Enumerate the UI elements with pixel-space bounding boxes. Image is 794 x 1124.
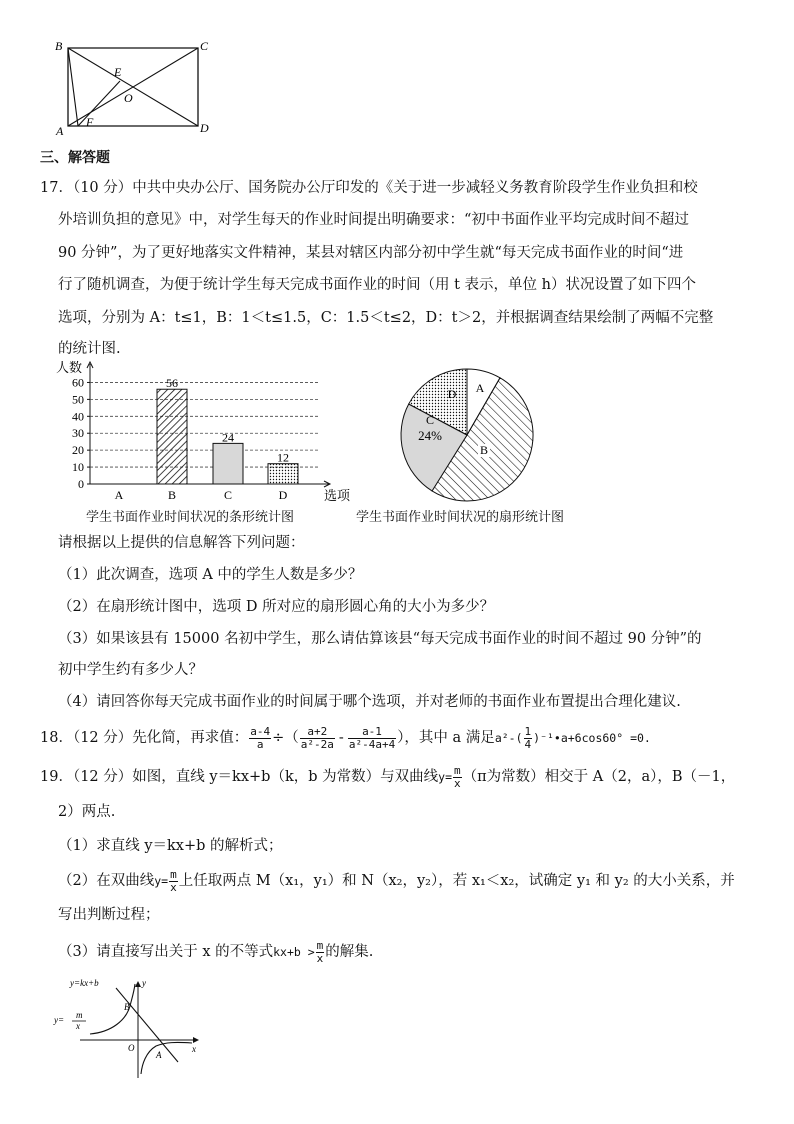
q19-sub2-a: （2）在双曲线 (58, 873, 155, 889)
q19-sub3-line (58, 937, 373, 967)
q19-sub2-b: 上任取两点 M（x₁，y₁）和 N（x₂，y₂），若 x₁＜x₂，试确定 y₁ 和 y₂ 的大小关系，并 (178, 873, 735, 889)
y-tick-label: 30 (72, 426, 84, 441)
frac-num: a-4 (250, 724, 271, 738)
y-tick-label: 40 (72, 409, 84, 424)
graph-point-B: B (124, 1002, 130, 1012)
q17-sub2: （2）在扇形统计图中，选项 D 所对应的扇形圆心角的大小为多少？ (58, 599, 495, 615)
y-tick-label: 0 (78, 477, 84, 491)
graph-hyper-label: y= (54, 1015, 65, 1025)
x-tick-label: C (223, 488, 233, 502)
q18-line (40, 722, 651, 754)
pie-chart-caption: 学生书面作业时间状况的扇形统计图 (356, 510, 565, 525)
frac-den: a²-2a (300, 737, 334, 751)
pie-label-B: B (479, 443, 489, 457)
y-tick-label: 20 (72, 443, 84, 458)
pie-percent-C: 24% (418, 428, 442, 443)
bar-chart-caption: 学生书面作业时间状况的条形统计图 (86, 510, 295, 525)
pie-label-D: D (447, 387, 457, 401)
q19-sub3-b: 的解集. (325, 944, 374, 960)
q19-fraction-m-x (453, 765, 462, 790)
label-F: F (86, 115, 94, 129)
graph-line-label: y=kx+b (70, 978, 99, 988)
q18-fraction-2 (300, 726, 335, 751)
q18-condition-text: ），其中 a 满足 (397, 730, 495, 746)
q18-cond-a: a²-( (494, 731, 523, 745)
q17-line-5: 选项，分别为 A：t≤1，B：1＜t≤1.5，C：1.5＜t≤2，D：t＞2，并根据调查结果绘制了两幅不完整 (58, 310, 714, 326)
label-O: O (124, 91, 133, 105)
q19-sub2c: 写出判断过程； (58, 907, 160, 923)
q19-graph (52, 976, 212, 1081)
section-title: 三、解答题 (40, 150, 110, 166)
graph-origin-label: O (128, 1043, 135, 1053)
q17-line-1: 17．（10 分）中共中央办公厅、国务院办公厅印发的《关于进一步减轻义务教育阶段学生作业负担和校 (40, 180, 698, 196)
graph-hyper-m: m (76, 1010, 83, 1020)
q18-div: ÷（ (272, 730, 299, 746)
label-B: B (55, 39, 63, 53)
frac-den: x (316, 951, 324, 965)
q17-line-6: 的统计图. (58, 341, 121, 357)
label-D: D (200, 121, 209, 135)
graph-hyper-x: x (76, 1021, 80, 1031)
q19-text-b: （π为常数）相交于 A（2，a），B（－1， (462, 769, 736, 785)
bar-value-label: 12 (277, 450, 289, 465)
x-tick-label: B (167, 488, 177, 502)
q19-text-a: 19．（12 分）如图，直线 y＝kx+b（k，b 为常数）与双曲线 (40, 769, 439, 785)
graph-point-A: A (156, 1050, 162, 1060)
q18-fraction-1 (249, 726, 271, 751)
q17-sub1: （1）此次调查，选项 A 中的学生人数是多少？ (58, 567, 363, 583)
frac-den: x (454, 776, 461, 790)
label-A: A (56, 124, 64, 138)
y-axis-label: 人数 (56, 360, 83, 375)
q19-sub3-a: （3）请直接写出关于 x 的不等式 (58, 944, 274, 960)
label-C: C (200, 39, 209, 53)
x-axis-label: 选项 (324, 488, 350, 503)
q17-sub3a: （3）如果该县有 15000 名初中学生，那么请估算该县“每天完成书面作业的时间不超过 90 分钟”的 (58, 631, 702, 647)
q18-minus: - (338, 730, 344, 746)
frac-num: 1 (524, 724, 532, 738)
q19-sub2-line (58, 866, 735, 896)
frac-num: a-1 (348, 726, 396, 739)
q19-sub2-y-eq: y= (154, 874, 169, 888)
bar-C (213, 443, 243, 484)
frac-den: x (170, 880, 177, 894)
bar-value-label: 56 (166, 376, 178, 391)
bar-D (268, 464, 298, 484)
q17-line-3: 90 分钟”，为了更好地落实文件精神，某县对辖区内部分初中学生就“每天完成书面作业的时间“进 (58, 245, 684, 261)
graph-y-axis-label: y (142, 978, 146, 988)
q19-y-eq: y= (438, 770, 452, 784)
q19-sub3-fraction (316, 940, 325, 965)
q18-intro: 18．（12 分）先化简，再求值： (40, 730, 249, 746)
q17-line-4: 行了随机调查，为便于统计学生每天完成书面作业的时间（用 t 表示，单位 h）状况设置了如下四个 (58, 277, 696, 293)
q18-fraction-4 (524, 726, 533, 751)
y-tick-label: 50 (72, 392, 84, 407)
q17-prompt: 请根据以上提供的信息解答下列问题： (58, 535, 305, 551)
pie-label-A: A (475, 381, 485, 395)
q18-cond-b: )⁻¹•a+6cos60° =0. (533, 731, 651, 745)
frac-num: a+2 (300, 726, 335, 739)
x-tick-label: A (114, 488, 124, 502)
q17-sub4: （4）请回答你每天完成书面作业的时间属于哪个选项，并对老师的书面作业布置提出合理化建议. (58, 694, 681, 710)
bar-chart (50, 358, 350, 508)
pie-label-C: C (425, 413, 435, 427)
q19-line-2: 2）两点. (58, 804, 116, 820)
q17-line-2: 外培训负担的意见》中，对学生每天的作业时间提出明确要求：“初中书面作业平均完成时间不超过 (58, 212, 689, 228)
frac-den: a²-4a+4 (348, 737, 396, 751)
bar-B (157, 389, 187, 484)
q19-sub2-fraction (169, 869, 178, 894)
frac-num: m (454, 763, 461, 777)
frac-den: a (256, 737, 264, 751)
frac-den: 4 (524, 737, 532, 751)
q19-sub1: （1）求直线 y＝kx+b 的解析式； (58, 838, 283, 854)
graph-x-axis-label: x (192, 1044, 196, 1054)
y-tick-label: 10 (72, 460, 84, 475)
label-E: E (114, 65, 122, 79)
q18-fraction-3 (348, 726, 396, 751)
frac-num: m (170, 867, 177, 881)
x-tick-label: D (278, 488, 288, 502)
q19-inequality: kx+b > (273, 945, 315, 959)
rectangle-figure (52, 38, 222, 138)
y-tick-label: 60 (72, 375, 84, 390)
bar-value-label: 24 (222, 430, 234, 445)
pie-chart (392, 360, 542, 510)
frac-num: m (316, 938, 324, 952)
q17-sub3b: 初中学生约有多少人？ (58, 662, 203, 678)
q19-line-1 (40, 762, 735, 792)
